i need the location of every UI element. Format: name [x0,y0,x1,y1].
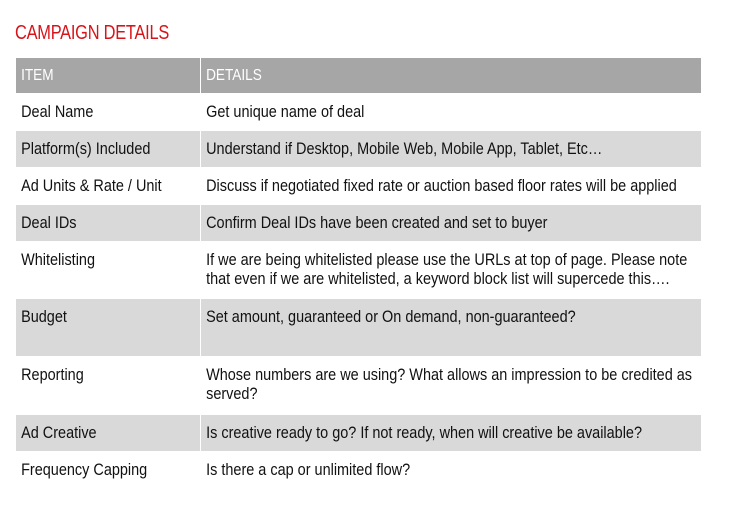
row-item-label: Reporting [21,365,84,384]
column-header-item [16,58,201,94]
table-row [16,357,702,415]
row-details-text: Confirm Deal IDs have been created and set to buyer [206,213,548,232]
table-row [16,168,702,205]
row-item-label: Whitelisting [21,250,95,269]
table-header-row [16,58,702,94]
table-row [16,242,702,299]
table-row [16,131,702,168]
row-details-cell [201,299,702,357]
row-item-cell [16,299,201,357]
row-details-cell [201,242,702,299]
row-details-cell [201,131,702,168]
column-header-item-label: ITEM [21,67,54,84]
table-row [16,452,702,489]
row-details-cell [201,168,702,205]
row-item-label: Budget [21,307,67,326]
row-item-label: Deal Name [21,102,94,121]
row-details-text: Is creative ready to go? If not ready, when will creative be available? [206,423,642,442]
row-item-cell [16,452,201,489]
row-item-cell [16,357,201,415]
row-item-label: Platform(s) Included [21,139,151,158]
row-details-cell [201,205,702,242]
row-details-cell [201,357,702,415]
row-item-cell [16,242,201,299]
row-item-cell [16,168,201,205]
row-details-text: Discuss if negotiated fixed rate or auction based floor rates will be applied [206,176,677,195]
table-row [16,205,702,242]
row-details-text: Understand if Desktop, Mobile Web, Mobile App, Tablet, Etc… [206,139,603,158]
row-details-cell [201,94,702,131]
row-item-cell [16,131,201,168]
page-title: CAMPAIGN DETAILS [15,22,170,44]
row-details-cell [201,452,702,489]
table-row [16,415,702,452]
row-item-label: Deal IDs [21,213,77,232]
row-item-cell [16,415,201,452]
row-details-text: If we are being whitelisted please use the URLs at top of page. Please note that even if we are whitelisted, a keyword block list will supercede this…. [206,250,688,288]
table-row [16,299,702,357]
column-header-details-label: DETAILS [206,67,262,84]
row-item-cell [16,94,201,131]
row-item-label: Frequency Capping [21,460,148,479]
row-details-text: Set amount, guaranteed or On demand, non-guaranteed? [206,307,576,326]
row-details-text: Get unique name of deal [206,102,365,121]
campaign-details-table [15,57,702,489]
row-item-label: Ad Creative [21,423,97,442]
column-header-details [201,58,702,94]
table-row [16,94,702,131]
row-details-cell [201,415,702,452]
row-item-cell [16,205,201,242]
row-details-text: Is there a cap or unlimited flow? [206,460,411,479]
row-details-text: Whose numbers are we using? What allows an impression to be credited as served? [206,365,693,403]
row-item-label: Ad Units & Rate / Unit [21,176,162,195]
